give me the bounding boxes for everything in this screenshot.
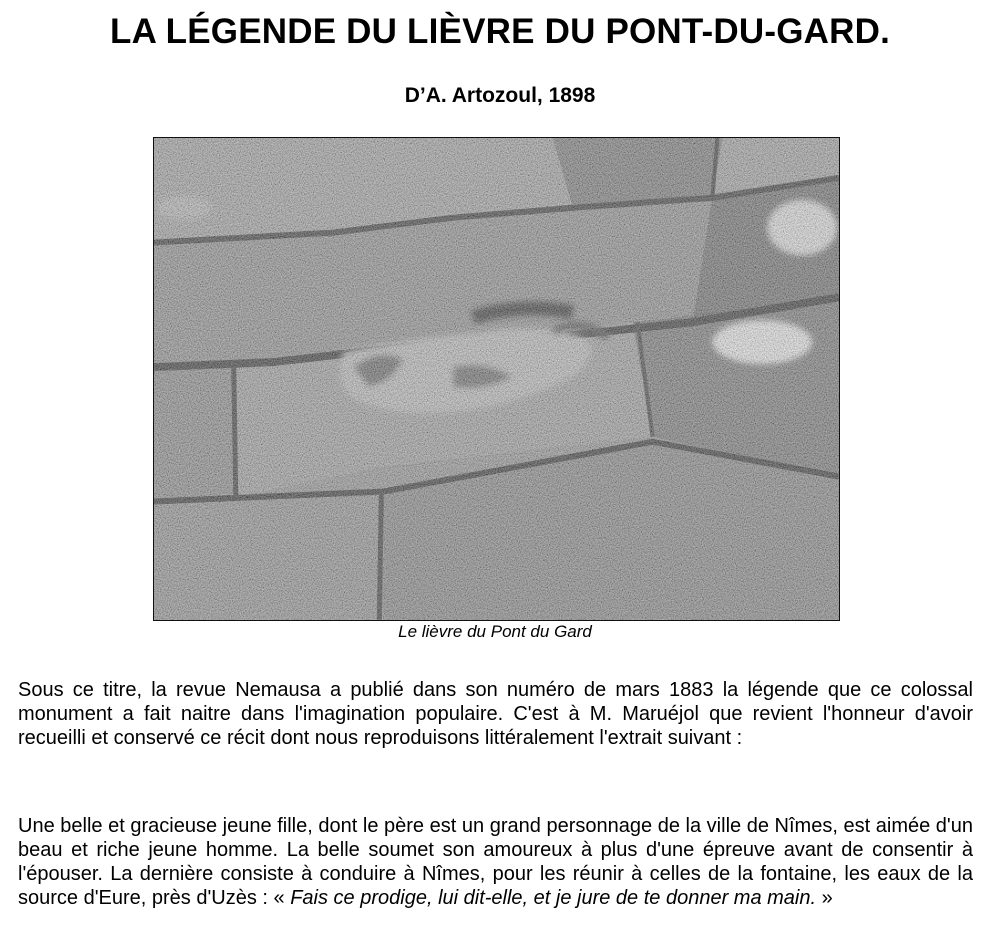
paragraph-legend-end: » bbox=[816, 887, 833, 909]
paragraph-intro: Sous ce titre, la revue Nemausa a publié dans son numéro de mars 1883 la légende que ce colossal monument a fait naitre dans l'imagination populaire. C'est à M. Maruéjol que revient l'honneur d'avoir recueilli et conservé ce récit dont nous reproduisons littéralement l'extrait suivant : bbox=[18, 679, 973, 749]
page-title: LA LÉGENDE DU LIÈVRE DU PONT-DU-GARD. bbox=[109, 12, 890, 51]
author-line: D’A. Artozoul, 1898 bbox=[404, 84, 596, 107]
paragraph-legend bbox=[18, 814, 973, 910]
paragraph-legend-quote: Fais ce prodige, lui dit-elle, et je jure de te donner ma main. bbox=[290, 887, 817, 909]
photo-caption: Le lièvre du Pont du Gard bbox=[398, 622, 592, 641]
paragraph-legend-text: Une belle et gracieuse jeune fille, dont le père est un grand personnage de la ville de Nîmes, est aimée d'un beau et riche jeune homme. La belle soumet son amoureux à plus d'une épreuve avant de consentir à l'épouser. La dernière consiste à conduire à Nîmes, pour les réunir à celles de la fontaine, les eaux de la source d'Eure, près d'Uzès : « bbox=[18, 815, 973, 909]
hare-carving-photo bbox=[153, 137, 840, 621]
stone-wall-image bbox=[154, 138, 839, 620]
